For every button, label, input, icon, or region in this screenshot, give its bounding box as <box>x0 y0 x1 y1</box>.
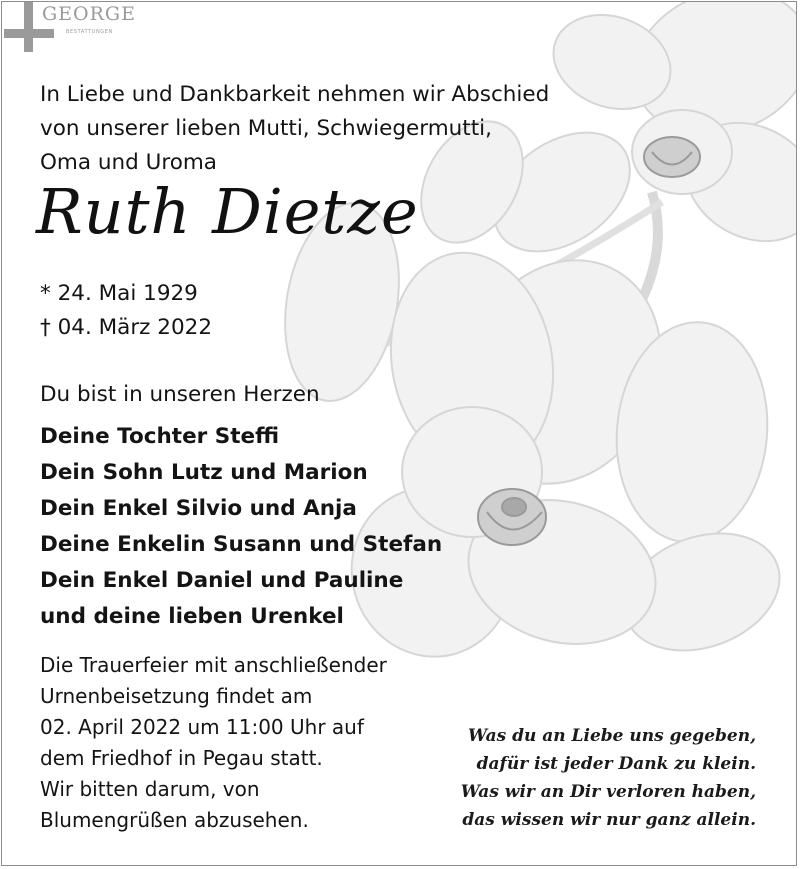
funeral-line: dem Friedhof in Pegau statt. <box>40 746 323 770</box>
funeral-line: Urnenbeisetzung findet am <box>40 684 313 708</box>
family-member: Dein Sohn Lutz und Marion <box>40 460 368 485</box>
intro-line: von unserer lieben Mutti, Schwiegermutti, <box>40 116 492 141</box>
death-date: † 04. März 2022 <box>40 315 213 340</box>
funeral-line: Wir bitten darum, von <box>40 777 260 801</box>
heart-line: Du bist in unseren Herzen <box>40 382 320 407</box>
cross-icon-bar <box>4 29 54 38</box>
poem-line: dafür ist jeder Dank zu klein. <box>476 754 756 774</box>
family-member: Dein Enkel Daniel und Pauline <box>40 568 404 593</box>
intro-line: Oma und Uroma <box>40 150 217 175</box>
intro-text <box>40 78 549 180</box>
poem-line: das wissen wir nur ganz allein. <box>462 810 756 830</box>
birth-date: * 24. Mai 1929 <box>40 281 198 306</box>
cross-icon <box>24 2 33 52</box>
logo <box>2 2 142 54</box>
life-dates <box>40 277 212 345</box>
poem-line: Was du an Liebe uns gegeben, <box>467 726 756 746</box>
funeral-line: 02. April 2022 um 11:00 Uhr auf <box>40 715 364 739</box>
obituary-card <box>1 1 797 866</box>
family-member: und deine lieben Urenkel <box>40 604 344 629</box>
funeral-line: Blumengrüßen abzusehen. <box>40 808 309 832</box>
family-member: Deine Tochter Steffi <box>40 424 280 449</box>
logo-subtitle: BESTATTUNGEN <box>66 29 113 35</box>
logo-name: GEORGE <box>42 3 136 25</box>
family-member: Dein Enkel Silvio und Anja <box>40 496 357 521</box>
family-list <box>40 419 442 635</box>
intro-line: In Liebe und Dankbarkeit nehmen wir Abschied <box>40 82 550 107</box>
poem-line: Was wir an Dir verloren haben, <box>460 782 756 802</box>
deceased-name: Ruth Dietze <box>36 175 419 248</box>
funeral-info <box>40 650 387 836</box>
memorial-poem <box>461 722 756 834</box>
family-member: Deine Enkelin Susann und Stefan <box>40 532 443 557</box>
funeral-line: Die Trauerfeier mit anschließender <box>40 653 387 677</box>
